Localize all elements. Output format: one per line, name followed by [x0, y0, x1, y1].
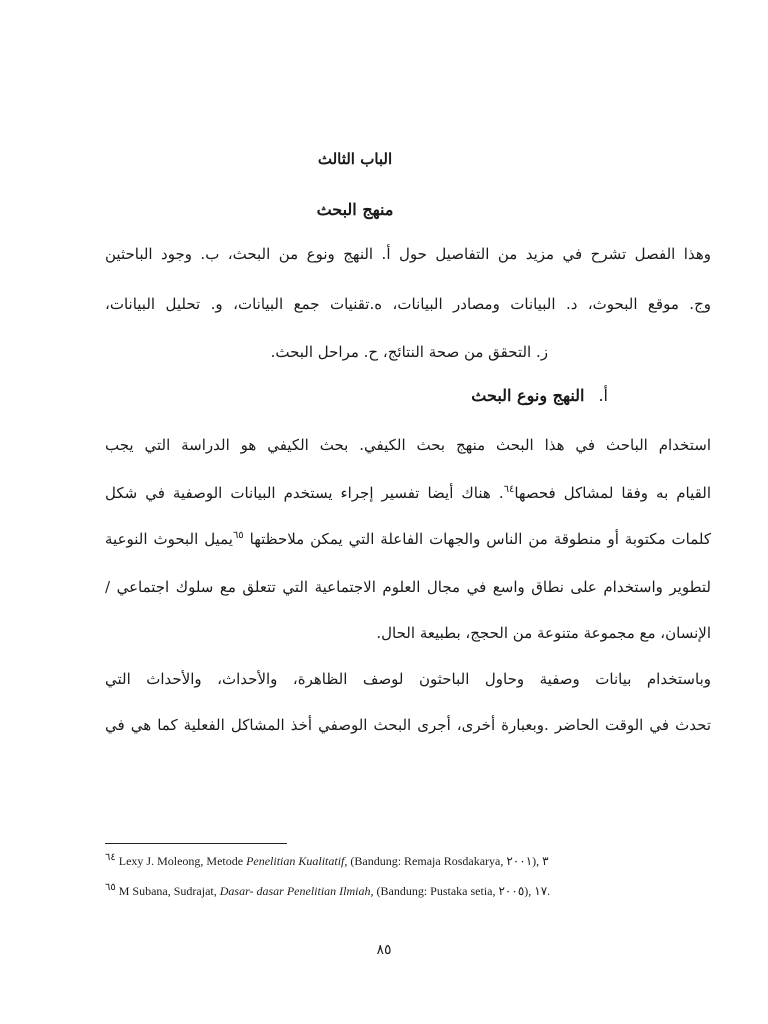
p1-line2-after: . هناك أيضا تفسير إجراء يستخدم البيانات الوصفية في شكل — [105, 484, 504, 502]
footnote-64 — [105, 852, 549, 869]
footnote-ref-64[interactable]: ٦٤ — [503, 484, 515, 495]
footnote-text: Lexy J. Moleong, Metode — [118, 854, 247, 868]
footnote-65 — [105, 882, 550, 899]
footnote-title: Dasar- dasar Penelitian Ilmiah, — [219, 884, 374, 898]
paragraph1-line-3 — [105, 530, 711, 548]
footnote-mark: ٦٤ — [105, 852, 116, 863]
paragraph1-line-1: استخدام الباحث في هذا البحث منهج بحث الكيفي. بحث الكيفي هو الدراسة التي يجب — [105, 436, 711, 454]
p1-line2-before: القيام به وفقا لمشاكل فحصها — [514, 484, 711, 502]
footnote-rule — [105, 843, 287, 844]
p1-line3-after: يميل البحوث النوعية — [105, 530, 233, 548]
chapter-title: الباب الثالث — [317, 150, 393, 168]
footnote-publisher: (Bandung: Remaja Rosdakarya, ٢٠٠١), ٣ — [347, 854, 549, 868]
footnote-title: Penelitian Kualitatif, — [246, 854, 348, 868]
footnote-publisher: (Bandung: Pustaka setia, ٢٠٠٥), ١٧. — [373, 884, 551, 898]
paragraph1-line-2 — [105, 484, 711, 502]
intro-line-3: ز. التحقق من صحة النتائج، ح. مراحل البحث. — [270, 343, 548, 361]
footnote-ref-65[interactable]: ٦٥ — [232, 530, 244, 541]
p1-line3-before: كلمات مكتوبة أو منطوقة من الناس والجهات الفاعلة التي يمكن ملاحظتها — [249, 530, 711, 548]
chapter-subtitle: منهج البحث — [316, 200, 394, 219]
paragraph1-line-4: لتطوير واستخدام على نطاق واسع في مجال العلوم الاجتماعية التي تتعلق مع سلوك اجتماعي / — [105, 578, 711, 596]
page-number: ٨٥ — [376, 942, 392, 958]
paragraph2-line-1: وباستخدام بيانات وصفية وحاول الباحثون لوصف الظاهرة، والأحداث، والأحداث التي — [105, 670, 711, 688]
footnote-mark: ٦٥ — [105, 882, 116, 893]
paragraph2-line-2: تحدث في الوقت الحاضر .وبعبارة أخرى، أجرى البحث الوصفي أخذ المشاكل الفعلية كما هي في — [105, 716, 711, 734]
section-heading-text: النهج ونوع البحث — [471, 386, 585, 405]
footnote-text: M Subana, Sudrajat, — [118, 884, 220, 898]
paragraph1-line-5: الإنسان، مع مجموعة متنوعة من الحجج، بطبيعة الحال. — [376, 624, 711, 642]
intro-line-2: وج. موقع البحوث، د. البيانات ومصادر البيانات، ه.تقنيات جمع البيانات، و. تحليل البيانات، — [105, 295, 711, 313]
section-heading — [471, 386, 608, 405]
section-letter: أ. — [598, 386, 608, 405]
intro-line-1: وهذا الفصل تشرح في مزيد من التفاصيل حول أ. النهج ونوع من البحث، ب. وجود الباحثين — [105, 245, 711, 263]
